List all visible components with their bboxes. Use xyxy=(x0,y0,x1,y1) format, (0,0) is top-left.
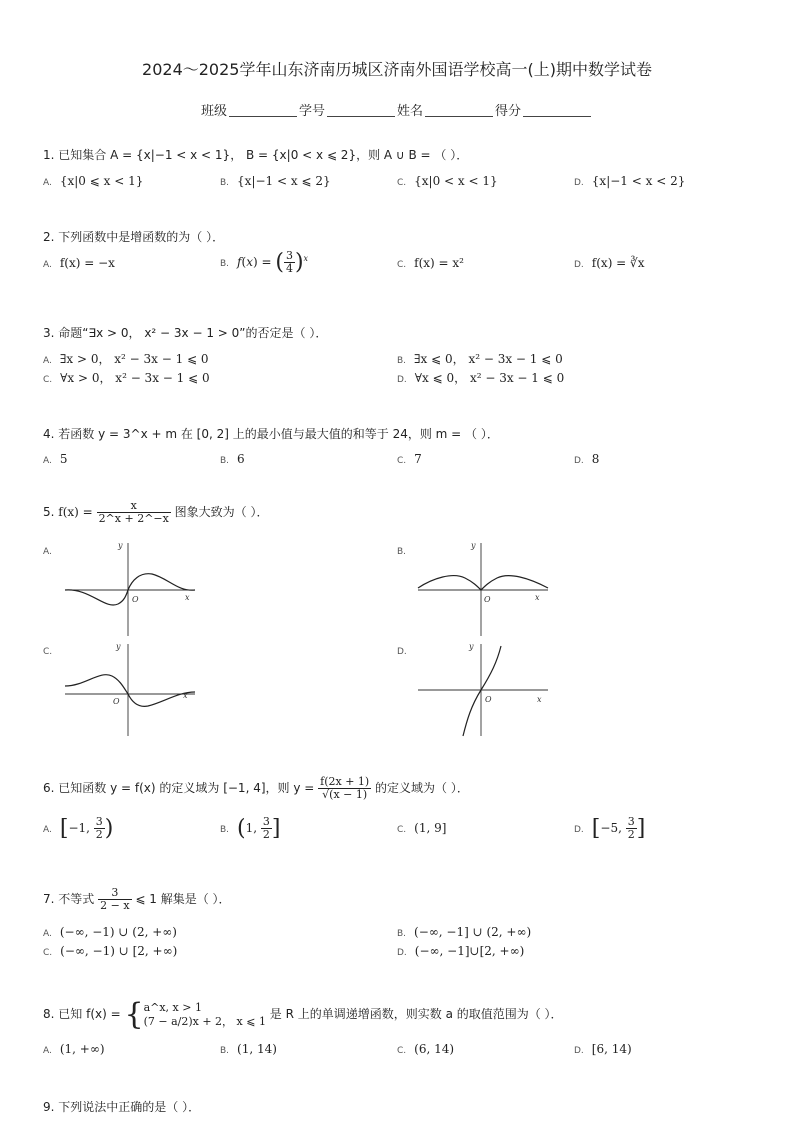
exam-title: 2024～2025学年山东济南历城区济南外国语学校高一(上)期中数学试卷 xyxy=(142,60,652,79)
q7-option-a: A. (−∞, −1) ∪ (2, +∞) xyxy=(43,925,177,939)
q5-graph-a-origin: O xyxy=(132,595,139,604)
question-4: 4. 若函数 y = 3^x + m 在 [0, 2] 上的最小值与最大值的和等于 24，则 m = （ ）． xyxy=(43,427,499,441)
question-1-stem: 已知集合 A = {x|−1 < x < 1}， B = {x|0 < x ⩽ 2}，则 A ∪ B = （ ）． xyxy=(58,148,469,162)
question-2: 2. 下列函数中是增函数的为（ ）． xyxy=(43,230,225,244)
q2-option-a: A. f(x) = −x xyxy=(43,256,115,270)
q2-option-d: D. f(x) = ∛x xyxy=(574,256,645,270)
q8-option-b: B. (1, 14) xyxy=(220,1042,277,1056)
name-label: 姓名 xyxy=(397,104,424,119)
q5-graph-d-x-label: x xyxy=(537,695,542,704)
q5-graph-b-origin: O xyxy=(484,595,491,604)
q5-graph-b xyxy=(413,538,553,638)
q1-option-c: C. {x|0 < x < 1} xyxy=(397,174,498,188)
q5-graph-d-y-label: y xyxy=(469,642,474,651)
question-2-stem: 下列函数中是增函数的为（ ）． xyxy=(58,230,225,244)
question-1: 1. 已知集合 A = {x|−1 < x < 1}， B = {x|0 < x ⩽ 2}，则 A ∪ B = （ ）． xyxy=(43,148,469,162)
q1-option-a: A. {x|0 ⩽ x < 1} xyxy=(43,174,144,188)
q5-graph-c-y-label: y xyxy=(116,642,121,651)
question-3-stem: 命题“∃x > 0， x² − 3x − 1 > 0”的否定是（ ）． xyxy=(58,326,328,340)
student-info-row xyxy=(0,100,794,119)
q5-graph-c-origin: O xyxy=(113,697,120,706)
class-blank xyxy=(229,104,297,117)
name-blank xyxy=(425,104,493,117)
q8-option-c: C. (6, 14) xyxy=(397,1042,455,1056)
q4-option-b: B. 6 xyxy=(220,452,245,466)
q1-option-b: B. {x|−1 < x ⩽ 2} xyxy=(220,174,331,188)
q5-graph-b-y-label: y xyxy=(471,541,476,550)
question-9-stem: 下列说法中正确的是（ ）． xyxy=(58,1100,201,1114)
q3-option-b: B. ∃x ⩽ 0， x² − 3x − 1 ⩽ 0 xyxy=(397,352,563,366)
q5-graph-a-x-label: x xyxy=(185,593,190,602)
q6-option-a: A. [−1, $\frac{3}{2}$ ) xyxy=(43,815,114,841)
class-label: 班级 xyxy=(200,104,227,119)
q3-option-d: D. ∀x ⩽ 0， x² − 3x − 1 ⩽ 0 xyxy=(397,371,565,385)
q4-option-d: D. 8 xyxy=(574,452,600,466)
q5-graph-c-x-label: x xyxy=(183,691,188,700)
q1-option-d: D. {x|−1 < x < 2} xyxy=(574,174,686,188)
q8-option-d: D. [6, 14) xyxy=(574,1042,632,1056)
q3-option-c: C. ∀x > 0， x² − 3x − 1 ⩽ 0 xyxy=(43,371,210,385)
question-7: 7. 不等式 $\frac{3}{2 - x}$ ⩽ 1 解集是（ ）． xyxy=(43,886,231,912)
q6-option-c: C. (1, 9] xyxy=(397,821,447,835)
question-6: 6. 已知函数 y = f(x) 的定义域为 [−1, 4]，则 y = $\frac{f(2x + 1)}{√(x - 1)}$ 的定义域为（ ）． xyxy=(43,775,469,801)
q4-option-c: C. 7 xyxy=(397,452,422,466)
q5-graph-d xyxy=(413,640,553,740)
q4-option-a: A. 5 xyxy=(43,452,68,466)
q7-option-c: C. (−∞, −1) ∪ [2, +∞) xyxy=(43,944,178,958)
question-5-stem: 图象大致为（ ）． xyxy=(174,505,269,519)
q3-option-a: A. ∃x > 0， x² − 3x − 1 ⩽ 0 xyxy=(43,352,209,366)
question-9: 9. 下列说法中正确的是（ ）． xyxy=(43,1100,201,1114)
q5-option-a-label: A. xyxy=(43,547,52,557)
q7-option-b: B. (−∞, −1] ∪ (2, +∞) xyxy=(397,925,532,939)
q5-graph-a-y-label: y xyxy=(118,541,123,550)
q7-option-d: D. (−∞, −1]∪[2, +∞) xyxy=(397,944,525,958)
q6-option-d: D. [−5, $\frac{3}{2}$ ] xyxy=(574,815,646,841)
student-id-blank xyxy=(327,104,395,117)
q5-graph-d-origin: O xyxy=(485,695,492,704)
score-label: 得分 xyxy=(495,104,522,119)
q5-option-b-label: B. xyxy=(397,547,407,557)
q5-graph-a xyxy=(60,538,200,638)
q5-option-c-label: C. xyxy=(43,647,53,657)
question-3: 3. 命题“∃x > 0， x² − 3x − 1 > 0”的否定是（ ）． xyxy=(43,326,328,340)
student-id-label: 学号 xyxy=(298,104,325,119)
q2-option-c: C. f(x) = x² xyxy=(397,256,464,270)
q5-option-d-label: D. xyxy=(397,647,407,657)
q5-graph-c xyxy=(60,640,200,740)
q5-graph-b-x-label: x xyxy=(535,593,540,602)
q8-option-a: A. (1, +∞) xyxy=(43,1042,105,1056)
question-8: 8. 已知 f(x) = { a^x, x > 1 (7 − a/2)x + 2， x ⩽ 1 是 R 上的单调递增函数，则实数 a 的取值范围为（ ）． xyxy=(43,997,563,1032)
q6-option-b: B. (1, $\frac{3}{2}$ ] xyxy=(220,815,281,841)
q2-option-b: B. f(x) = ( $\frac{3}{4}$ )$^x$ xyxy=(220,249,309,275)
question-4-stem: 若函数 y = 3^x + m 在 [0, 2] 上的最小值与最大值的和等于 24，则 m = （ ）． xyxy=(58,427,499,441)
question-5: 5. f(x) = $\frac{x}{2\^{}x + 2\^{}-x}$ 图象大致为（ ）． xyxy=(43,499,269,525)
score-blank xyxy=(523,104,591,117)
